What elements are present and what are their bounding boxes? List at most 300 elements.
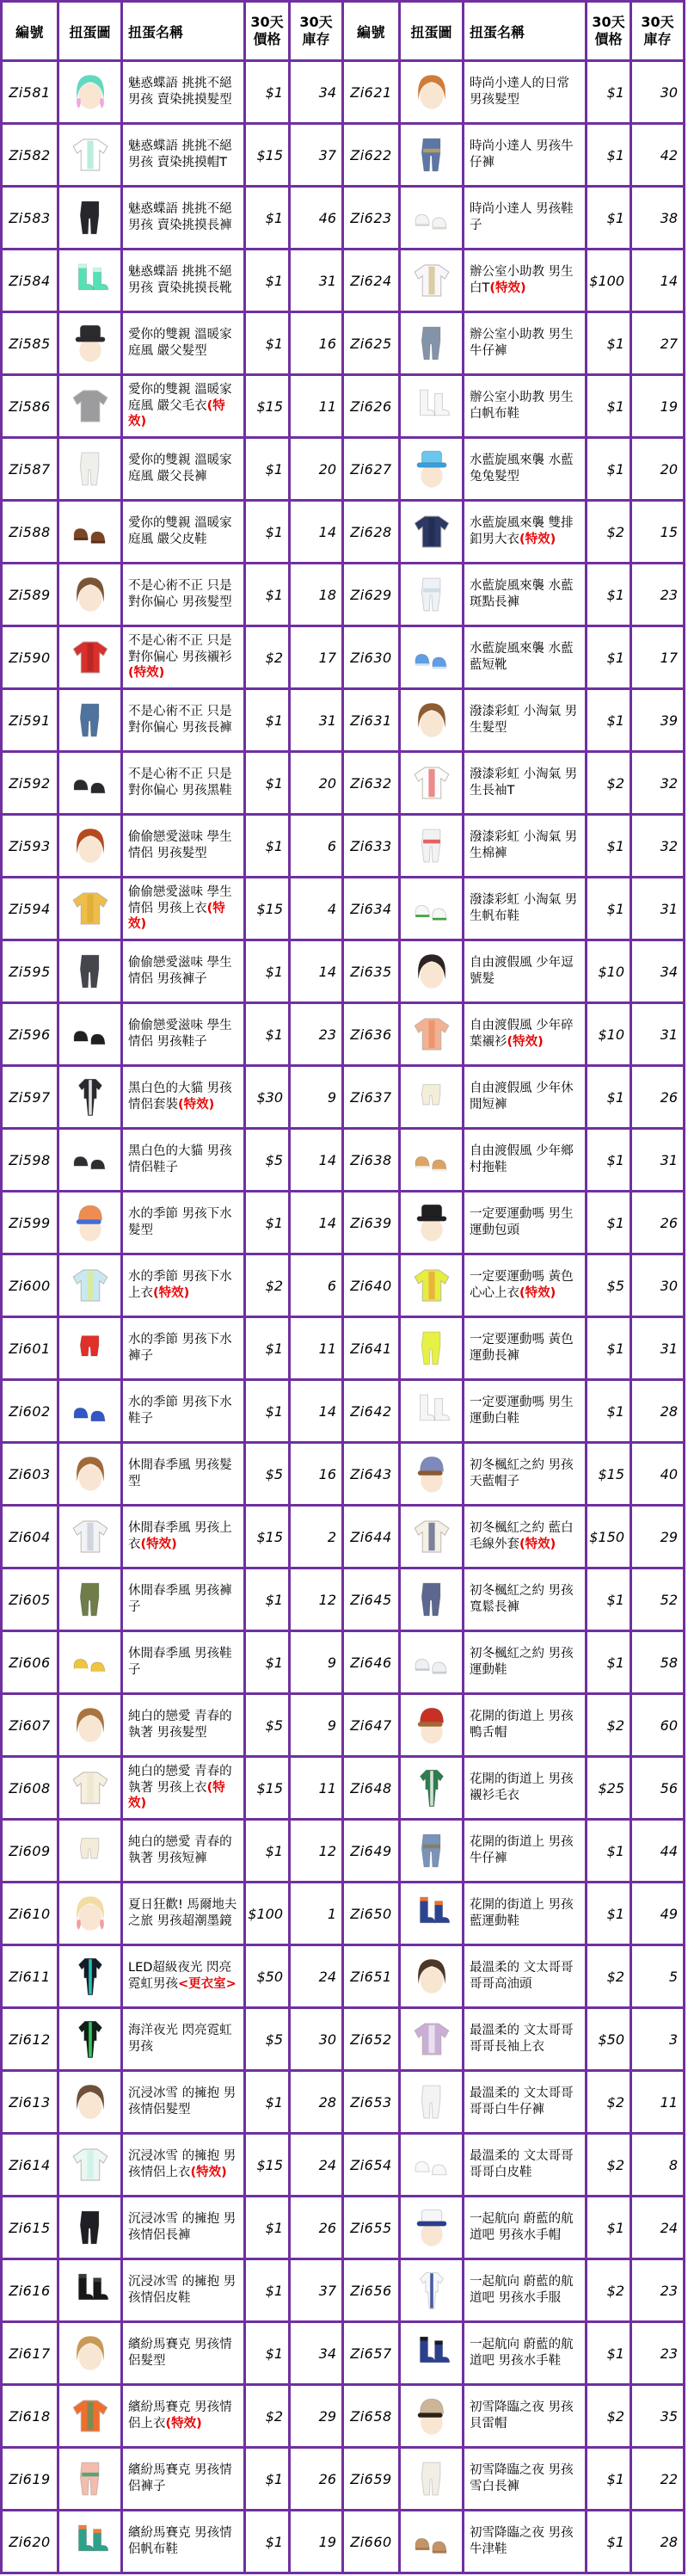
item-image: [401, 2511, 464, 2572]
item-special-tag: (特效): [190, 2166, 227, 2179]
item-id: Zi613: [3, 2072, 59, 2132]
item-name: 純白的戀愛 青春的執著 男孩上衣(特效): [128, 1764, 232, 1811]
item-stock: 11: [318, 1340, 336, 1357]
col-header-price: 30天 價格: [587, 3, 632, 59]
item-price: $1: [587, 125, 632, 185]
top-icon: [408, 1011, 455, 1057]
item-row-Zi623: [344, 188, 683, 250]
item-special-tag: (特效): [128, 666, 165, 681]
item-row-Zi635: [344, 941, 683, 1004]
item-image: [59, 376, 123, 436]
shoes-icon: [67, 1137, 114, 1183]
boots-icon: [67, 2267, 114, 2314]
item-row-Zi645: [344, 1569, 683, 1632]
item-name: 時尚小達人的日常 男孩髮型: [470, 77, 569, 107]
item-name: 一定要運動嗎 黃色運動長褲: [470, 1333, 574, 1363]
item-image: [59, 1758, 123, 1818]
hair-icon: [67, 823, 114, 869]
shoes-icon: [67, 760, 114, 806]
hair-icon: [408, 69, 455, 115]
item-id: Zi581: [3, 62, 59, 122]
item-stock: 23: [660, 2345, 678, 2362]
item-image: [59, 1507, 123, 1567]
item-row-Zi650: [344, 1883, 683, 1946]
item-image: [401, 1569, 464, 1630]
top-icon: [408, 2016, 455, 2062]
item-image: [401, 2197, 464, 2258]
item-name-cell: [123, 753, 246, 813]
item-name-cell: [464, 1318, 587, 1378]
item-stock: 34: [318, 2345, 336, 2362]
item-row-Zi585: [3, 313, 341, 376]
shoes-icon: [408, 634, 455, 681]
item-special-tag: (特效): [128, 901, 225, 932]
col-header-id: 編號: [344, 3, 401, 59]
item-price: $2: [587, 1946, 632, 2006]
item-name: 一定要運動嗎 男生運動白鞋: [470, 1396, 574, 1426]
item-name-cell: [464, 1695, 587, 1755]
item-stock: 1: [327, 1905, 336, 1922]
item-image: [401, 627, 464, 687]
item-row-Zi641: [344, 1318, 683, 1381]
header-row: [3, 3, 341, 62]
item-name: 魅惑蝶語 挑挑不絕男孩 賣染挑摸長褲: [128, 202, 232, 232]
item-stock: 26: [318, 2470, 336, 2487]
item-row-Zi606: [3, 1632, 341, 1695]
item-row-Zi637: [344, 1067, 683, 1130]
item-image: [401, 2323, 464, 2383]
item-price: $1: [246, 941, 291, 1001]
item-id: Zi637: [344, 1067, 401, 1127]
item-price: $50: [587, 2009, 632, 2069]
item-name-cell: [464, 1883, 587, 1944]
top-icon: [67, 885, 114, 932]
item-name-cell: [464, 376, 587, 436]
item-name-cell: [464, 439, 587, 499]
item-name-cell: [123, 1569, 246, 1630]
item-name-cell: [123, 2072, 246, 2132]
item-row-Zi655: [344, 2197, 683, 2260]
item-price: $1: [246, 250, 291, 311]
item-name: 初雪降臨之夜 男孩牛津鞋: [470, 2526, 574, 2556]
item-name-cell: [123, 1821, 246, 1881]
item-image: [59, 1130, 123, 1190]
item-image: [59, 1821, 123, 1881]
item-price: $50: [246, 1946, 291, 2006]
item-name: 愛你的雙親 溫暖家庭風 嚴父髮型: [128, 328, 232, 358]
top-icon: [67, 1765, 114, 1811]
item-stock: 34: [318, 83, 336, 101]
item-name-cell: [123, 1004, 246, 1064]
item-name: 初冬楓紅之約 男孩運動鞋: [470, 1647, 574, 1677]
item-name: 魅惑蝶語 挑挑不絕男孩 賣染挑摸長靴: [128, 265, 232, 295]
item-name: 水藍旋風來襲 水藍藍短靴: [470, 642, 574, 672]
item-image: [401, 2449, 464, 2509]
top-icon: [67, 1513, 114, 1560]
item-name-cell: [123, 250, 246, 311]
item-id: Zi654: [344, 2135, 401, 2195]
item-name-cell: [464, 1632, 587, 1692]
item-row-Zi592: [3, 753, 341, 816]
top-icon: [408, 257, 455, 304]
pants-icon: [408, 1325, 455, 1371]
item-image: [401, 1758, 464, 1818]
item-row-Zi581: [3, 62, 341, 125]
col-header-stock: 30天 庫存: [641, 14, 674, 47]
top-icon: [67, 634, 114, 681]
shoes-icon: [408, 194, 455, 241]
item-name-cell: [464, 1192, 587, 1253]
cap-icon: [408, 1451, 455, 1497]
item-name: 繽紛馬賽克 男孩情侶上衣(特效): [128, 2400, 232, 2431]
item-stock: 46: [318, 209, 336, 226]
item-row-Zi647: [344, 1695, 683, 1758]
item-price: $5: [246, 1695, 291, 1755]
item-id: Zi600: [3, 1255, 59, 1316]
item-id: Zi638: [344, 1130, 401, 1190]
item-row-Zi608: [3, 1758, 341, 1821]
item-row-Zi604: [3, 1507, 341, 1569]
item-id: Zi588: [3, 502, 59, 562]
item-name: 偷偷戀愛滋味 學生情侶 男孩髮型: [128, 830, 232, 860]
pants-icon: [67, 697, 114, 743]
item-name-cell: [123, 376, 246, 436]
item-special-tag: (特效): [519, 533, 556, 546]
item-id: Zi587: [3, 439, 59, 499]
item-name: LED超級夜光 閃亮霓虹男孩<更衣室>: [128, 1961, 236, 1991]
item-price: $10: [587, 941, 632, 1001]
item-price: $15: [587, 1444, 632, 1504]
item-stock: 14: [318, 1402, 336, 1420]
item-stock: 14: [318, 1214, 336, 1231]
item-row-Zi658: [344, 2386, 683, 2449]
item-price: $1: [246, 2072, 291, 2132]
item-price: $5: [587, 1255, 632, 1316]
item-row-Zi640: [344, 1255, 683, 1318]
body-icon: [408, 2267, 455, 2314]
item-name-cell: [464, 1381, 587, 1441]
item-stock: 6: [327, 1277, 336, 1294]
cap-icon: [408, 2393, 455, 2439]
item-image: [401, 690, 464, 750]
item-stock: 11: [318, 1779, 336, 1796]
item-image: [59, 1569, 123, 1630]
item-name: 偷偷戀愛滋味 學生情侶 男孩鞋子: [128, 1019, 232, 1049]
top-icon: [408, 760, 455, 806]
shorts-icon: [67, 1827, 114, 1874]
item-row-Zi620: [3, 2511, 341, 2572]
item-name-cell: [123, 564, 246, 625]
item-stock: 27: [660, 335, 678, 352]
item-special-tag: (特效): [489, 281, 526, 295]
item-image: [401, 62, 464, 122]
item-stock: 24: [660, 2219, 678, 2236]
item-id: Zi606: [3, 1632, 59, 1692]
item-image: [59, 188, 123, 248]
col-header-id: 編號: [3, 3, 59, 59]
item-name-cell: [123, 1067, 246, 1127]
item-name: 辦公室小助教 男生牛仔褲: [470, 328, 574, 358]
item-price: $1: [587, 1381, 632, 1441]
item-image: [401, 1318, 464, 1378]
item-name-cell: [123, 1946, 246, 2006]
item-special-tag: (特效): [128, 1780, 225, 1811]
item-price: $1: [246, 2260, 291, 2320]
col-header-stock: 30天 庫存: [299, 14, 333, 47]
item-id: Zi592: [3, 753, 59, 813]
item-stock: 26: [318, 2219, 336, 2236]
shoes-icon: [67, 1011, 114, 1057]
item-price: $1: [587, 816, 632, 876]
item-row-Zi646: [344, 1632, 683, 1695]
item-row-Zi600: [3, 1255, 341, 1318]
item-stock: 22: [660, 2470, 678, 2487]
item-name: 沉浸冰雪 的擁抱 男孩情侶長褲: [128, 2212, 236, 2242]
item-name-cell: [123, 1130, 246, 1190]
item-name-cell: [123, 2323, 246, 2383]
item-name-cell: [464, 2449, 587, 2509]
item-name: 時尚小達人 男孩牛仔褲: [470, 139, 574, 169]
item-image: [59, 1946, 123, 2006]
item-name-cell: [464, 1067, 587, 1127]
item-name: 水藍旋風來襲 水藍斑點長褲: [470, 579, 574, 609]
item-id: Zi602: [3, 1381, 59, 1441]
item-row-Zi642: [344, 1381, 683, 1444]
item-image: [59, 1883, 123, 1944]
item-name-cell: [123, 1318, 246, 1378]
item-stock: 40: [660, 1465, 678, 1482]
item-image: [401, 1883, 464, 1944]
item-name: 初冬楓紅之約 藍白毛線外套(特效): [470, 1521, 574, 1551]
item-stock: 35: [660, 2407, 678, 2425]
item-image: [59, 1004, 123, 1064]
item-price: $1: [587, 188, 632, 248]
hair-icon: [67, 69, 114, 115]
item-price: $1: [587, 1632, 632, 1692]
item-id: Zi655: [344, 2197, 401, 2258]
item-price: $15: [246, 1758, 291, 1818]
catalog-table-right: [341, 0, 685, 2574]
item-image: [59, 1444, 123, 1504]
body-icon: [67, 2016, 114, 2062]
item-stock: 11: [660, 2093, 678, 2111]
item-name-cell: [464, 2197, 587, 2258]
item-price: $1: [246, 502, 291, 562]
item-row-Zi632: [344, 753, 683, 816]
col-header-image: 扭蛋圖: [59, 3, 123, 59]
item-image: [401, 753, 464, 813]
item-name: 沉浸冰雪 的擁抱 男孩情侶髮型: [128, 2086, 236, 2117]
item-stock: 24: [318, 2156, 336, 2173]
item-stock: 19: [660, 397, 678, 415]
item-name: 最溫柔的 文太哥哥 哥哥白牛仔褲: [470, 2086, 574, 2117]
item-id: Zi650: [344, 1883, 401, 1944]
item-image: [401, 1004, 464, 1064]
item-price: $1: [246, 1381, 291, 1441]
item-name-cell: [464, 816, 587, 876]
item-name: 休閒春季風 男孩褲子: [128, 1584, 232, 1614]
item-price: $1: [587, 1067, 632, 1127]
boots-icon: [408, 383, 455, 429]
item-name-cell: [123, 125, 246, 185]
item-image: [59, 2197, 123, 2258]
item-name: 水的季節 男孩下水鞋子: [128, 1396, 232, 1426]
item-name: 不是心術不正 只是對你偏心 男孩黑鞋: [128, 767, 232, 798]
top-icon: [408, 508, 455, 555]
item-image: [401, 1381, 464, 1441]
cap-icon: [67, 1199, 114, 1246]
pants-icon: [408, 571, 455, 618]
item-name: 繽紛馬賽克 男孩情侶帆布鞋: [128, 2526, 232, 2556]
item-image: [401, 1946, 464, 2006]
pants-icon: [408, 1827, 455, 1874]
item-id: Zi635: [344, 941, 401, 1001]
item-row-Zi589: [3, 564, 341, 627]
item-image: [59, 690, 123, 750]
item-name-cell: [464, 2386, 587, 2446]
item-id: Zi620: [3, 2511, 59, 2572]
item-price: $1: [246, 816, 291, 876]
item-name-cell: [464, 1946, 587, 2006]
item-name-cell: [464, 62, 587, 122]
item-stock: 23: [660, 586, 678, 603]
item-stock: 26: [660, 1214, 678, 1231]
item-id: Zi611: [3, 1946, 59, 2006]
item-stock: 15: [660, 523, 678, 540]
item-row-Zi588: [3, 502, 341, 564]
item-stock: 11: [318, 397, 336, 415]
item-row-Zi614: [3, 2135, 341, 2197]
item-price: $1: [587, 878, 632, 939]
item-stock: 31: [318, 712, 336, 729]
item-id: Zi645: [344, 1569, 401, 1630]
item-name-cell: [464, 1444, 587, 1504]
item-image: [401, 2386, 464, 2446]
item-stock: 28: [660, 2533, 678, 2550]
item-row-Zi613: [3, 2072, 341, 2135]
item-row-Zi627: [344, 439, 683, 502]
item-id: Zi594: [3, 878, 59, 939]
top-icon: [67, 383, 114, 429]
item-image: [59, 1067, 123, 1127]
top-icon: [67, 132, 114, 178]
item-row-Zi660: [344, 2511, 683, 2572]
item-price: $15: [246, 125, 291, 185]
item-id: Zi585: [3, 313, 59, 373]
item-name: 休閒春季風 男孩髮型: [128, 1458, 232, 1488]
item-id: Zi633: [344, 816, 401, 876]
item-price: $2: [246, 1255, 291, 1316]
item-name: 魅惑蝶語 挑挑不絕男孩 賣染挑摸帽T: [128, 139, 232, 169]
item-stock: 31: [660, 1340, 678, 1357]
item-name: 自由渡假風 少年鄉村拖鞋: [470, 1144, 574, 1174]
item-row-Zi630: [344, 627, 683, 690]
item-row-Zi594: [3, 878, 341, 941]
item-image: [401, 816, 464, 876]
item-price: $1: [246, 1192, 291, 1253]
item-name: 愛你的雙親 溫暖家庭風 嚴父毛衣(特效): [128, 382, 232, 429]
item-id: Zi615: [3, 2197, 59, 2258]
item-name: 魅惑蝶語 挑挑不絕男孩 賣染挑摸髮型: [128, 77, 232, 107]
item-name-cell: [123, 1695, 246, 1755]
hat-icon: [67, 320, 114, 367]
item-name-cell: [464, 1004, 587, 1064]
item-row-Zi643: [344, 1444, 683, 1507]
item-stock: 14: [318, 1151, 336, 1168]
item-price: $10: [587, 1004, 632, 1064]
item-id: Zi599: [3, 1192, 59, 1253]
item-name-cell: [123, 878, 246, 939]
item-id: Zi640: [344, 1255, 401, 1316]
item-price: $1: [587, 313, 632, 373]
item-stock: 12: [318, 1842, 336, 1859]
item-row-Zi639: [344, 1192, 683, 1255]
item-image: [59, 2260, 123, 2320]
item-name-cell: [123, 1758, 246, 1818]
item-special-tag: (特效): [153, 1286, 190, 1300]
item-stock: 4: [327, 900, 336, 917]
item-price: $1: [246, 690, 291, 750]
item-image: [59, 816, 123, 876]
item-name-cell: [123, 1381, 246, 1441]
item-id: Zi582: [3, 125, 59, 185]
item-image: [59, 1318, 123, 1378]
item-name-cell: [464, 125, 587, 185]
item-row-Zi617: [3, 2323, 341, 2386]
shoes-icon: [408, 2142, 455, 2188]
item-id: Zi639: [344, 1192, 401, 1253]
item-name: 辦公室小助教 男生白T(特效): [470, 265, 574, 295]
item-stock: 5: [668, 1968, 678, 1985]
item-stock: 14: [318, 963, 336, 980]
item-id: Zi651: [344, 1946, 401, 2006]
item-name: 水的季節 男孩下水髮型: [128, 1207, 232, 1237]
item-name-cell: [123, 941, 246, 1001]
item-price: $100: [246, 1883, 291, 1944]
item-name: 休閒春季風 男孩鞋子: [128, 1647, 232, 1677]
item-name: 夏日狂歡! 馬爾地夫之旅 男孩超潮墨鏡: [128, 1898, 237, 1928]
item-id: Zi610: [3, 1883, 59, 1944]
item-row-Zi654: [344, 2135, 683, 2197]
item-row-Zi616: [3, 2260, 341, 2323]
item-name: 水的季節 男孩下水褲子: [128, 1333, 232, 1363]
item-image: [59, 125, 123, 185]
item-id: Zi624: [344, 250, 401, 311]
item-price: $1: [587, 2197, 632, 2258]
item-price: $5: [246, 2009, 291, 2069]
item-image: [401, 1192, 464, 1253]
item-price: $2: [587, 502, 632, 562]
item-id: Zi584: [3, 250, 59, 311]
item-name: 偷偷戀愛滋味 學生情侶 男孩褲子: [128, 956, 232, 986]
item-image: [401, 2072, 464, 2132]
item-row-Zi638: [344, 1130, 683, 1192]
item-name: 沉浸冰雪 的擁抱 男孩情侶皮鞋: [128, 2275, 236, 2305]
shoes-icon: [408, 885, 455, 932]
item-id: Zi643: [344, 1444, 401, 1504]
item-stock: 34: [660, 963, 678, 980]
item-id: Zi652: [344, 2009, 401, 2069]
item-image: [59, 1255, 123, 1316]
item-name: 一起航向 蔚藍的航道吧 男孩水手服: [470, 2275, 574, 2305]
hair-icon: [67, 2330, 114, 2376]
item-stock: 29: [318, 2407, 336, 2425]
item-name: 潑漆彩虹 小淘氣 男生帆布鞋: [470, 893, 578, 923]
item-stock: 20: [660, 460, 678, 478]
item-image: [401, 2009, 464, 2069]
pants-icon: [67, 194, 114, 241]
item-name: 愛你的雙親 溫暖家庭風 嚴父長褲: [128, 453, 232, 484]
